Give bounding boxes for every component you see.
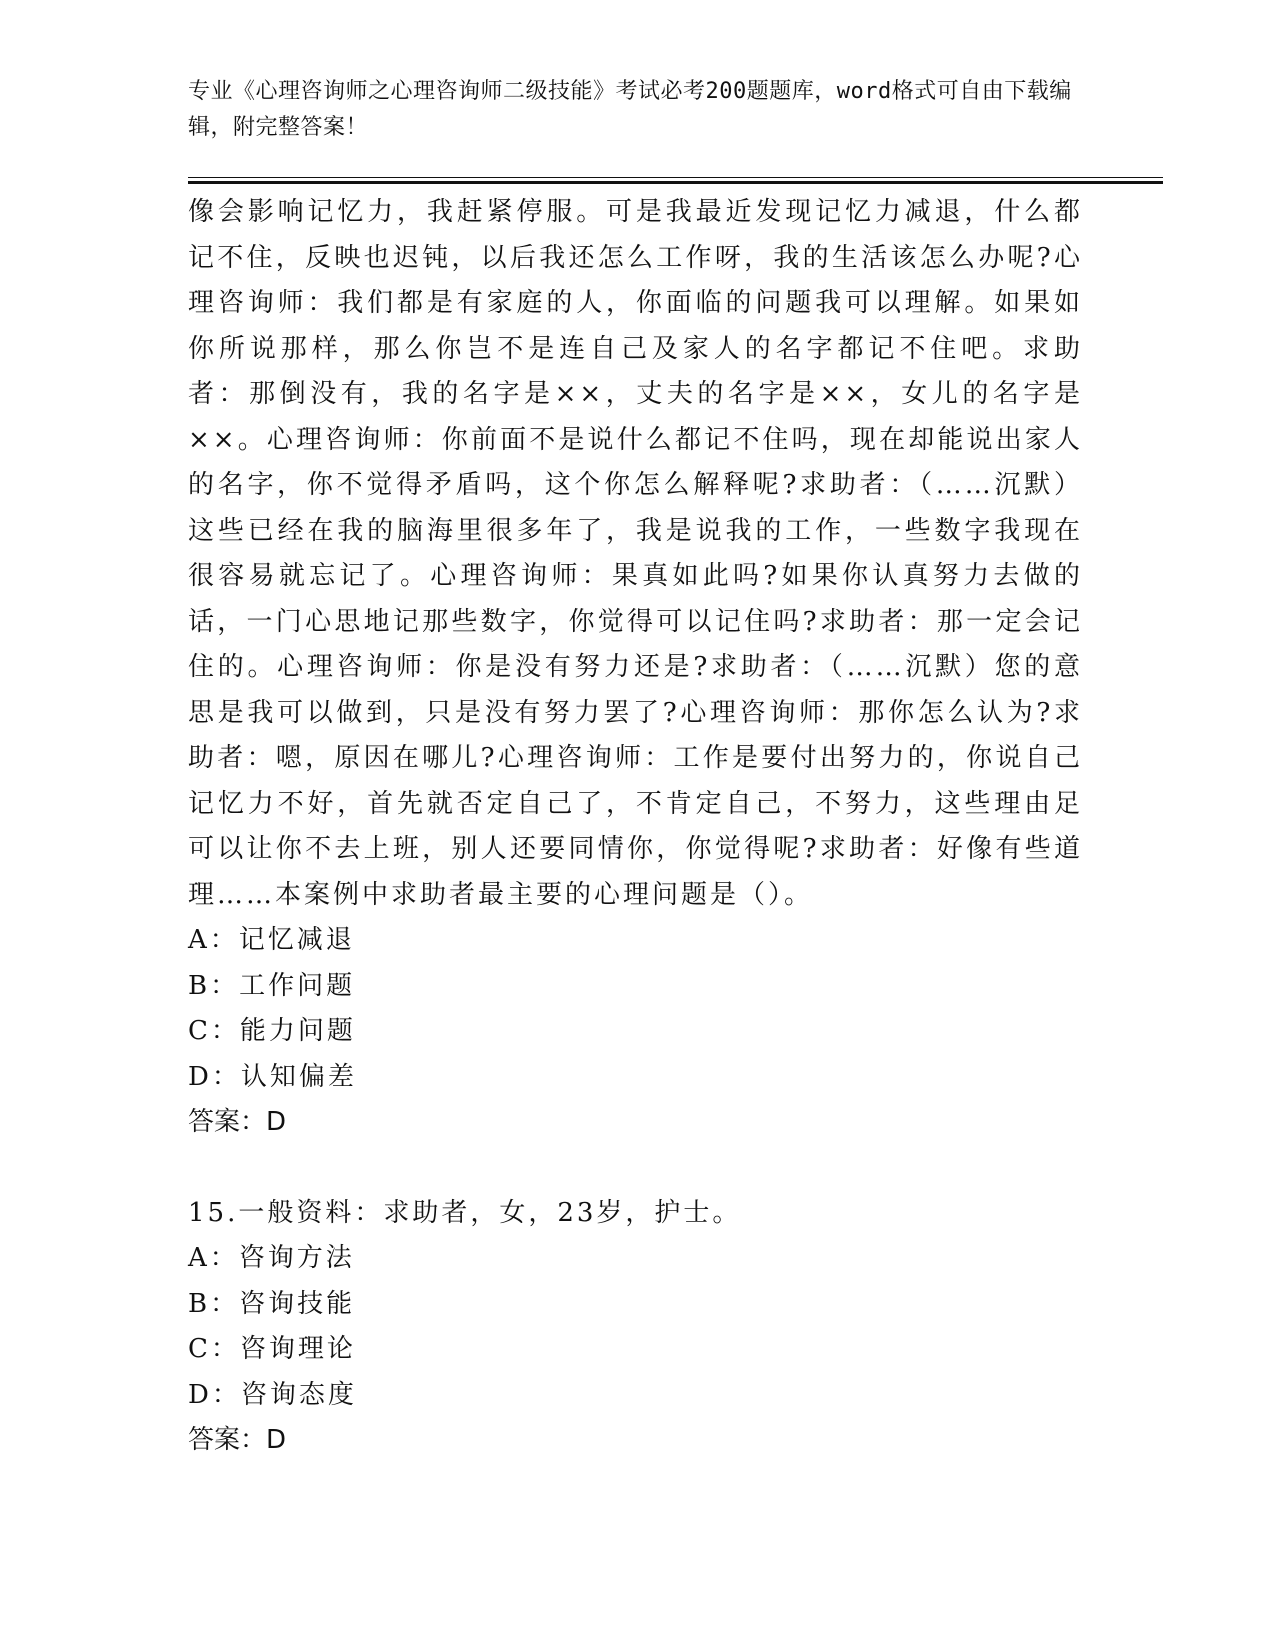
question-14-passage: 像会影响记忆力，我赶紧停服。可是我最近发现记忆力减退，什么都记不住，反映也迟钝，以后我还怎么工作呀，我的生活该怎么办呢?心理咨询师：我们都是有家庭的人，你面临的问题我可以理解。如果如你所说那样，那么你岂不是连自己及家人的名字都记不住吧。求助者：那倒没有，我的名字是××，丈夫的名字是××，女儿的名字是××。心理咨询师：你前面不是说什么都记不住吗，现在却能说出家人的名字，你不觉得矛盾吗，这个你怎么解释呢?求助者：（……沉默）这些已经在我的脑海里很多年了，我是说我的工作，一些数字我现在很容易就忘记了。心理咨询师：果真如此吗?如果你认真努力去做的话，一门心思地记那些数字，你觉得可以记住吗?求助者：那一定会记住的。心理咨询师：你是没有努力还是?求助者：（……沉默）您的意思是我可以做到，只是没有努力罢了?心理咨询师：那你怎么认为?求助者：嗯，原因在哪儿?心理咨询师：工作是要付出努力的，你说自己记忆力不好，首先就否定自己了，不肯定自己，不努力，这些理由足可以让你不去上班，别人还要同情你，你觉得呢?求助者：好像有些道理……本案例中求助者最主要的心理问题是（）。 xyxy=(188,197,1083,910)
question-14-answer: 答案：D xyxy=(188,1107,287,1137)
question-15-option-a: A：咨询方法 xyxy=(188,1243,355,1273)
question-15-answer: 答案：D xyxy=(188,1425,287,1455)
document-body xyxy=(188,190,1083,1464)
question-14-option-d: D：认知偏差 xyxy=(188,1061,357,1092)
header-divider-thick xyxy=(188,181,1163,184)
question-14-option-c: C：能力问题 xyxy=(188,1016,356,1046)
question-14-option-a: A：记忆减退 xyxy=(188,925,355,955)
question-15-option-d: D：咨询态度 xyxy=(188,1379,357,1410)
question-15-option-c: C：咨询理论 xyxy=(188,1334,356,1364)
question-15-stem: 15.一般资料：求助者，女，23岁，护士。 xyxy=(188,1197,742,1228)
header-divider-thin xyxy=(188,177,1163,178)
document-header: 专业《心理咨询师之心理咨询师二级技能》考试必考200题题库，word格式可自由下载编辑，附完整答案！ xyxy=(188,79,1072,140)
question-14-option-b: B：工作问题 xyxy=(188,970,356,1001)
question-15-option-b: B：咨询技能 xyxy=(188,1288,356,1319)
question-spacer xyxy=(188,1146,1083,1191)
